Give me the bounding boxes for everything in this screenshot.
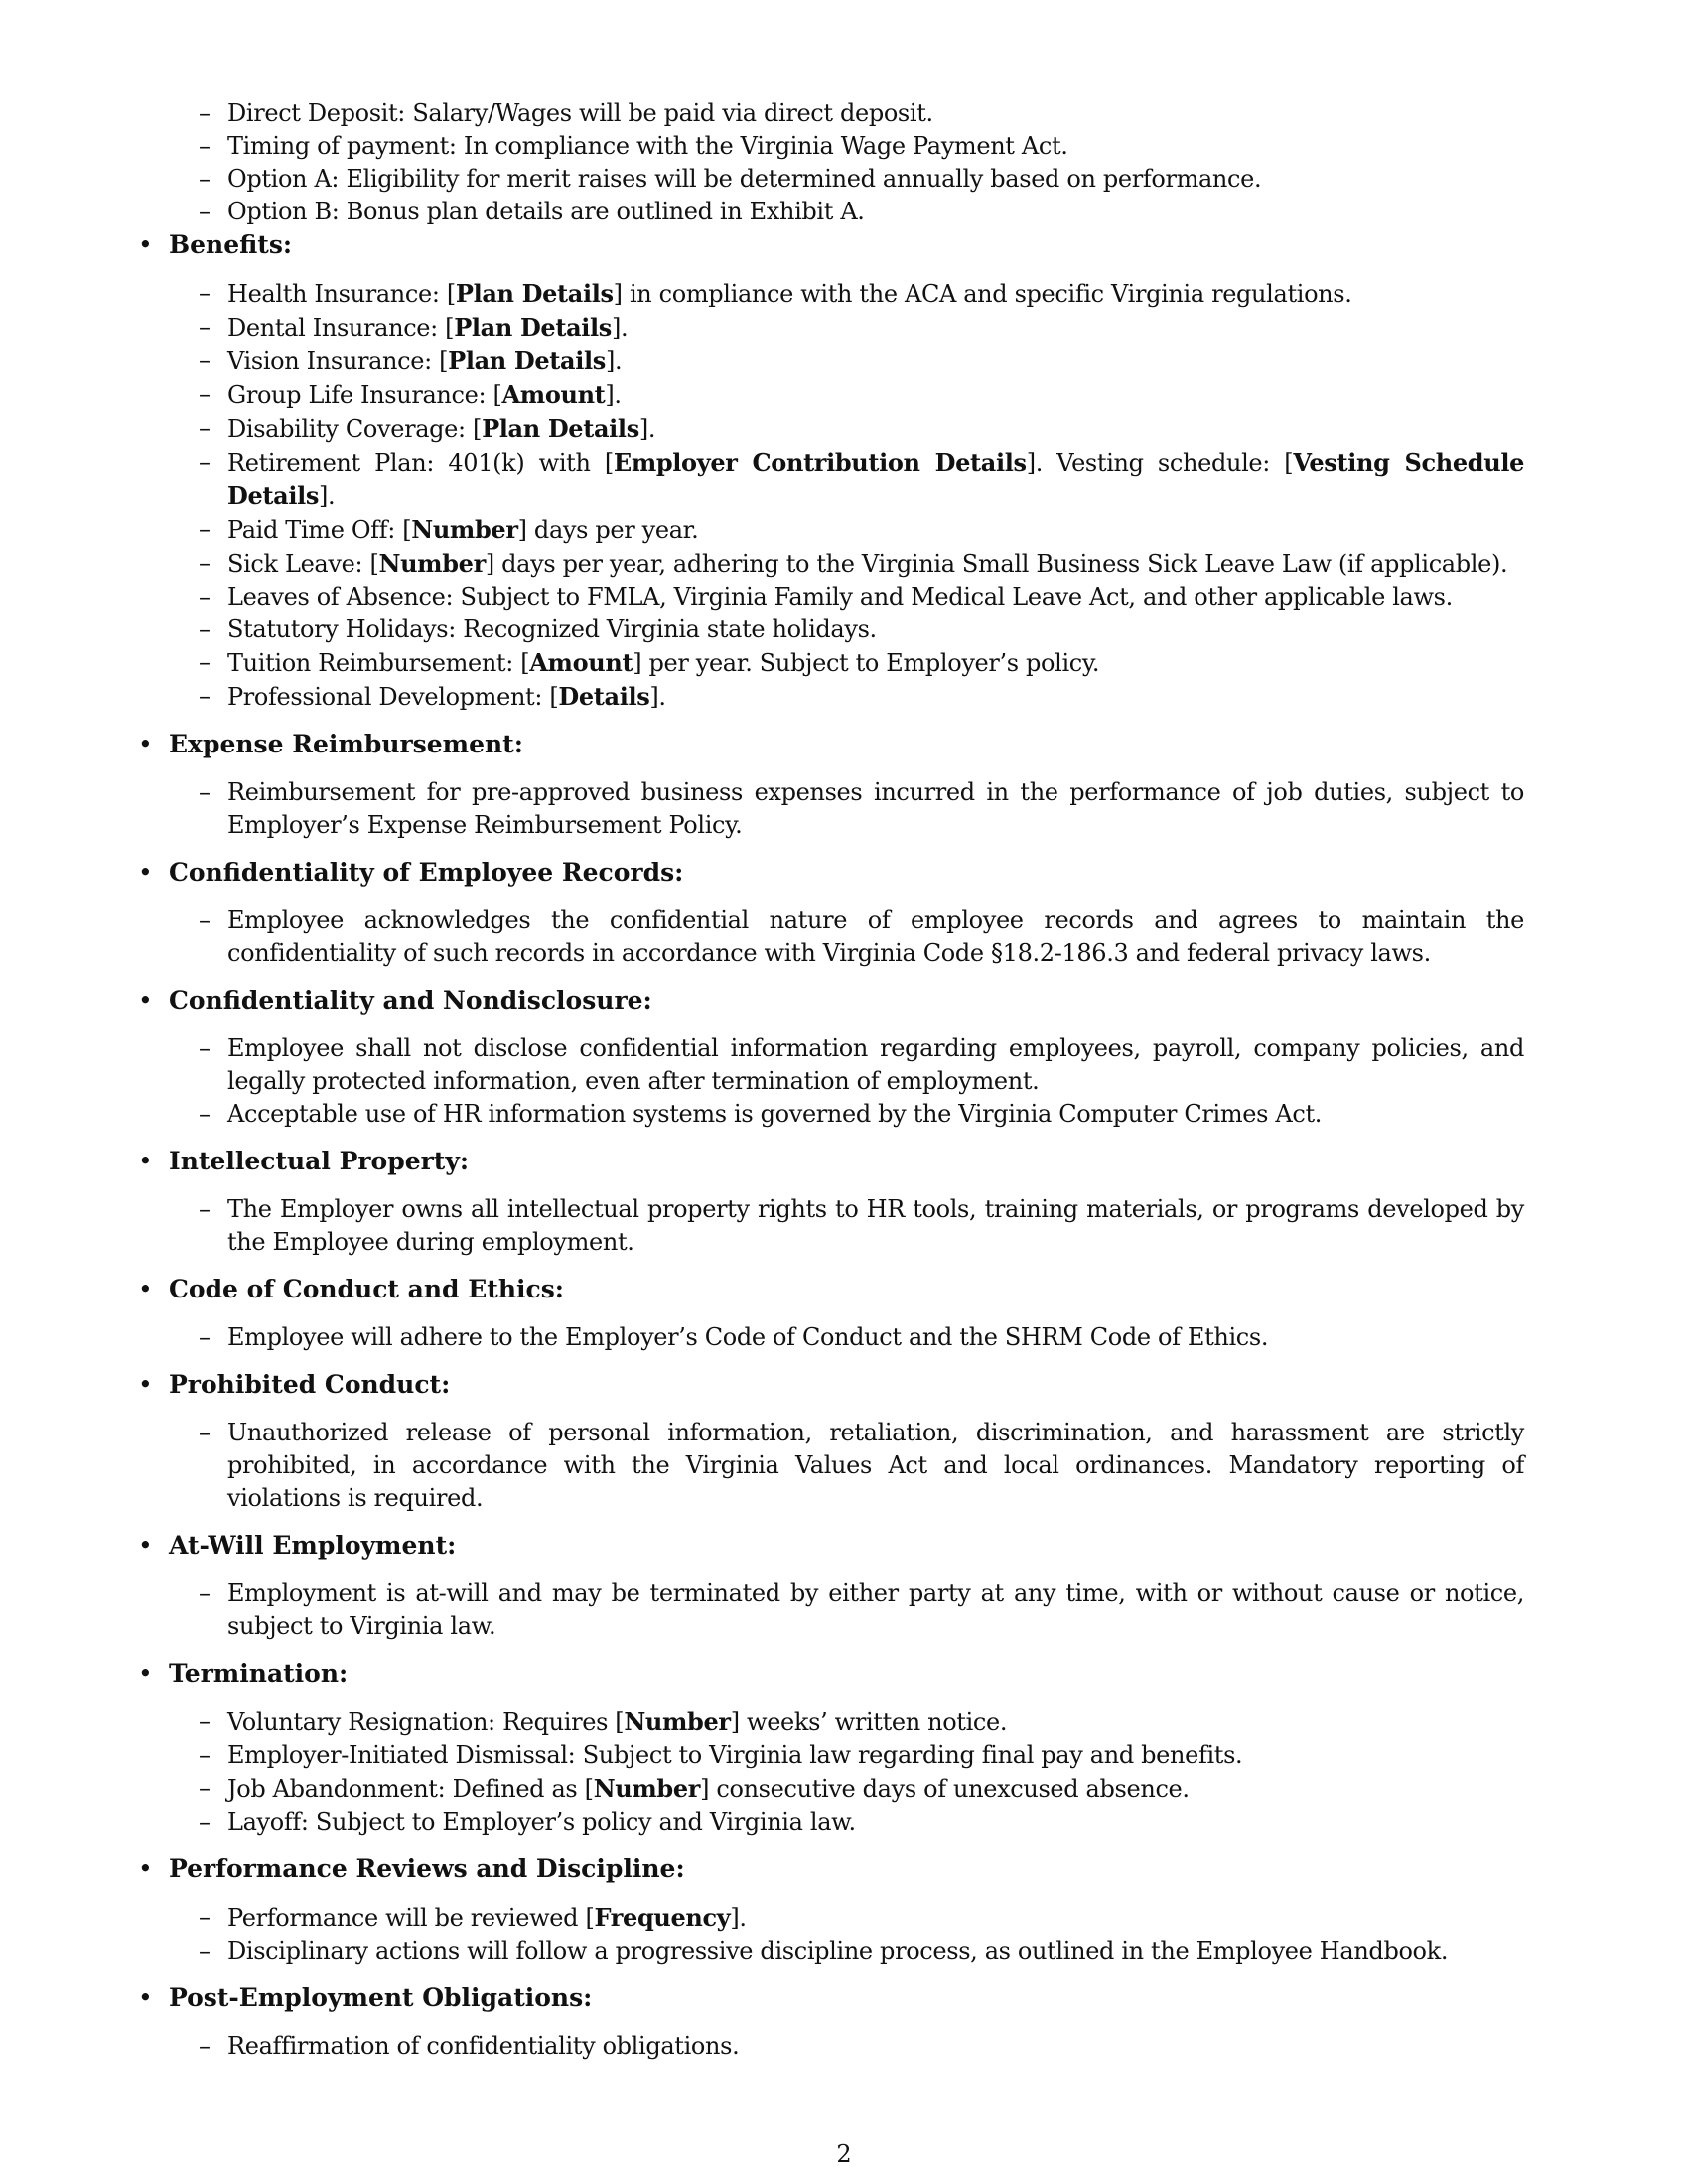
placeholder-field: Frequency xyxy=(594,1903,731,1932)
bullet-marker: • xyxy=(138,858,153,887)
list-item xyxy=(136,547,1596,581)
list-item-text: ] days per year, adhering to the Virginia Small Business Sick Leave Law (if applicable). xyxy=(485,550,1508,578)
dash-marker: – xyxy=(199,132,211,160)
list-item-text: ]. xyxy=(319,482,336,510)
list-item xyxy=(136,1032,1596,1098)
dash-marker: – xyxy=(199,549,211,577)
placeholder-field: Details xyxy=(558,682,650,711)
list-item-text: Sick Leave: [ xyxy=(227,550,379,578)
dash-marker: – xyxy=(199,615,211,643)
section-heading xyxy=(136,1529,1596,1562)
section-items xyxy=(136,1706,1596,1839)
list-item xyxy=(136,1193,1596,1259)
list-item-text: Disability Coverage: [ xyxy=(227,415,483,443)
list-item-text: Timing of payment: In compliance with the Virginia Wage Payment Act. xyxy=(227,132,1068,160)
dash-marker: – xyxy=(199,414,211,442)
list-item-text: Direct Deposit: Salary/Wages will be paid via direct deposit. xyxy=(227,99,933,127)
dash-marker: – xyxy=(199,1034,211,1062)
section-heading xyxy=(136,1145,1596,1177)
section-heading-text: Prohibited Conduct: xyxy=(169,1370,451,1399)
list-item-text: Employee acknowledges the confidential nature of employee records and agrees to maintain the confidentiality of such records in accordance with Virginia Code §18.2-186.3 and federal privacy laws. xyxy=(227,906,1524,967)
list-item-text: ] per year. Subject to Employer’s policy. xyxy=(633,649,1100,677)
list-item-text: Acceptable use of HR information systems is governed by the Virginia Computer Crimes Act. xyxy=(227,1100,1323,1128)
section xyxy=(136,228,1596,714)
bullet-marker: • xyxy=(138,1854,153,1883)
section-items xyxy=(136,1193,1596,1259)
dash-marker: – xyxy=(199,515,211,543)
section xyxy=(136,856,1596,970)
document-body xyxy=(136,97,1596,2077)
bullet-marker: • xyxy=(138,1147,153,1175)
placeholder-field: Plan Details xyxy=(455,279,614,308)
section-heading-text: Intellectual Property: xyxy=(169,1147,470,1175)
dash-marker: – xyxy=(199,583,211,611)
dash-marker: – xyxy=(199,1808,211,1836)
list-item-text: ] consecutive days of unexcused absence. xyxy=(700,1775,1190,1803)
bullet-marker: • xyxy=(138,1983,153,2012)
dash-marker: – xyxy=(199,1937,211,1965)
bullet-marker: • xyxy=(138,1370,153,1399)
section-heading xyxy=(136,1981,1596,2014)
section xyxy=(136,1657,1596,1839)
list-item xyxy=(136,196,1596,228)
compensation-continued-list xyxy=(136,97,1596,228)
section-items xyxy=(136,1032,1596,1131)
list-item xyxy=(136,1739,1596,1772)
dash-marker: – xyxy=(199,906,211,934)
dash-marker: – xyxy=(199,1579,211,1607)
section-heading xyxy=(136,1852,1596,1885)
dash-marker: – xyxy=(199,1741,211,1769)
list-item xyxy=(136,446,1596,513)
list-item-text: Paid Time Off: [ xyxy=(227,516,412,544)
section-heading-text: Benefits: xyxy=(169,230,293,259)
bullet-marker: • xyxy=(138,1275,153,1303)
section-items xyxy=(136,1577,1596,1643)
list-item xyxy=(136,1706,1596,1739)
placeholder-field: Employer Contribution Details xyxy=(613,448,1027,477)
list-item-text: Health Insurance: xyxy=(227,280,447,308)
section-heading xyxy=(136,1273,1596,1305)
section xyxy=(136,728,1596,842)
list-item xyxy=(136,344,1596,378)
placeholder-field: Plan Details xyxy=(482,414,639,443)
list-item-text: Layoff: Subject to Employer’s policy and Virginia law. xyxy=(227,1808,856,1836)
dash-marker: – xyxy=(199,99,211,127)
section-heading xyxy=(136,1657,1596,1690)
list-item xyxy=(136,680,1596,714)
placeholder-field: Amount xyxy=(501,380,606,409)
placeholder-field: Vesting Schedule Details xyxy=(227,448,1525,510)
section xyxy=(136,1981,1596,2063)
section-heading-text: Post-Employment Obligations: xyxy=(169,1983,593,2012)
list-item-text: ]. xyxy=(638,415,656,443)
bullet-marker: • xyxy=(138,1659,153,1688)
dash-marker: – xyxy=(199,2032,211,2060)
list-item-text: [ xyxy=(446,280,456,308)
list-item xyxy=(136,513,1596,547)
section-items xyxy=(136,1321,1596,1354)
section-items xyxy=(136,904,1596,970)
placeholder-field: Plan Details xyxy=(454,313,612,341)
list-item-text: Disciplinary actions will follow a progressive discipline process, as outlined in the Employee Handbook. xyxy=(227,1937,1449,1965)
section xyxy=(136,1145,1596,1259)
dash-marker: – xyxy=(199,1903,211,1931)
dash-marker: – xyxy=(199,380,211,408)
section-heading-text: Code of Conduct and Ethics: xyxy=(169,1275,565,1303)
section-heading-text: Performance Reviews and Discipline: xyxy=(169,1854,685,1883)
list-item xyxy=(136,378,1596,412)
placeholder-field: Number xyxy=(593,1774,701,1803)
list-item xyxy=(136,1577,1596,1643)
placeholder-field: Plan Details xyxy=(448,346,606,375)
list-item xyxy=(136,412,1596,446)
list-item-text: Voluntary Resignation: Requires [ xyxy=(227,1708,625,1736)
page-number: 2 xyxy=(836,2140,852,2168)
list-item xyxy=(136,1098,1596,1131)
dash-marker: – xyxy=(199,1100,211,1128)
section-items xyxy=(136,2030,1596,2063)
section-items xyxy=(136,1901,1596,1968)
list-item-text: Retirement Plan: 401(k) with [ xyxy=(227,449,614,477)
section xyxy=(136,1852,1596,1968)
list-item-text: Tuition Reimbursement: [ xyxy=(227,649,530,677)
placeholder-field: Amount xyxy=(529,648,633,677)
list-item xyxy=(136,163,1596,196)
dash-marker: – xyxy=(199,346,211,374)
list-item-text: Group Life Insurance: [ xyxy=(227,381,502,409)
section-heading xyxy=(136,228,1596,261)
list-item-text: ]. xyxy=(611,314,629,341)
list-item-text: Employment is at-will and may be terminated by either party at any time, with or without cause or notice, subject to Virginia law. xyxy=(227,1579,1524,1640)
dash-marker: – xyxy=(199,1774,211,1802)
dash-marker: – xyxy=(199,648,211,676)
placeholder-field: Number xyxy=(378,549,486,578)
list-item-text: Performance will be reviewed [ xyxy=(227,1904,595,1932)
dash-marker: – xyxy=(199,1707,211,1735)
placeholder-field: Number xyxy=(624,1707,731,1736)
list-item-text: ]. xyxy=(730,1904,747,1932)
bullet-marker: • xyxy=(138,986,153,1015)
list-item-text: ]. xyxy=(605,347,623,375)
list-item xyxy=(136,1321,1596,1354)
list-item-text: ]. xyxy=(605,381,622,409)
section xyxy=(136,1273,1596,1354)
list-item-text: ] in compliance with the ACA and specific Virginia regulations. xyxy=(613,280,1352,308)
list-item-text: Reaffirmation of confidentiality obligations. xyxy=(227,2032,740,2060)
list-item xyxy=(136,614,1596,646)
list-item-text: Option B: Bonus plan details are outlined in Exhibit A. xyxy=(227,198,865,225)
dash-marker: – xyxy=(199,1195,211,1223)
section xyxy=(136,1529,1596,1643)
bullet-marker: • xyxy=(138,230,153,259)
section-heading-text: Termination: xyxy=(169,1659,349,1688)
section-heading-text: Confidentiality and Nondisclosure: xyxy=(169,986,652,1015)
list-item xyxy=(136,1935,1596,1968)
list-item-text: Leaves of Absence: Subject to FMLA, Virginia Family and Medical Leave Act, and other applicable laws. xyxy=(227,583,1453,611)
list-item-text: Employee will adhere to the Employer’s Code of Conduct and the SHRM Code of Ethics. xyxy=(227,1323,1269,1351)
section-items xyxy=(136,277,1596,714)
section-items xyxy=(136,1417,1596,1515)
list-item-text: Employee shall not disclose confidential information regarding employees, payroll, company policies, and legally protected information, even after termination of employment. xyxy=(227,1034,1524,1095)
list-item xyxy=(136,1806,1596,1839)
list-item-text: Job Abandonment: Defined as [ xyxy=(227,1775,594,1803)
dash-marker: – xyxy=(199,682,211,710)
dash-marker: – xyxy=(199,313,211,341)
list-item-text: Dental Insurance: [ xyxy=(227,314,455,341)
list-item-text: Statutory Holidays: Recognized Virginia state holidays. xyxy=(227,615,877,643)
list-item xyxy=(136,277,1596,311)
section-heading-text: At-Will Employment: xyxy=(169,1531,457,1560)
dash-marker: – xyxy=(199,198,211,225)
section-heading xyxy=(136,728,1596,760)
sections-container xyxy=(136,228,1596,2063)
placeholder-field: Number xyxy=(411,515,518,544)
list-item-text: Vision Insurance: [ xyxy=(227,347,449,375)
list-item xyxy=(136,130,1596,163)
section-heading xyxy=(136,856,1596,888)
section-items xyxy=(136,776,1596,842)
list-item-text: The Employer owns all intellectual property rights to HR tools, training materials, or programs developed by the Employee during employment. xyxy=(227,1195,1524,1256)
list-item-text: ]. Vesting schedule: [ xyxy=(1026,449,1294,477)
section-heading-text: Confidentiality of Employee Records: xyxy=(169,858,684,887)
list-item xyxy=(136,776,1596,842)
dash-marker: – xyxy=(199,165,211,193)
bullet-marker: • xyxy=(138,730,153,758)
list-item xyxy=(136,1417,1596,1515)
dash-marker: – xyxy=(199,1419,211,1446)
list-item-text: Professional Development: [ xyxy=(227,683,559,711)
list-item xyxy=(136,1901,1596,1935)
list-item-text: Employer-Initiated Dismissal: Subject to Virginia law regarding final pay and benefits. xyxy=(227,1741,1243,1769)
dash-marker: – xyxy=(199,279,211,307)
list-item xyxy=(136,311,1596,344)
list-item xyxy=(136,2030,1596,2063)
list-item-text: ]. xyxy=(649,683,666,711)
dash-marker: – xyxy=(199,448,211,476)
list-item xyxy=(136,97,1596,130)
section-heading xyxy=(136,984,1596,1017)
list-item xyxy=(136,904,1596,970)
list-item xyxy=(136,1772,1596,1806)
section-heading-text: Expense Reimbursement: xyxy=(169,730,523,758)
section xyxy=(136,1368,1596,1515)
section-heading xyxy=(136,1368,1596,1401)
bullet-marker: • xyxy=(138,1531,153,1560)
dash-marker: – xyxy=(199,1323,211,1351)
list-item xyxy=(136,581,1596,614)
list-item-text: ] weeks’ written notice. xyxy=(730,1708,1008,1736)
section xyxy=(136,984,1596,1131)
list-item-text: ] days per year. xyxy=(517,516,699,544)
list-item-text: Reimbursement for pre-approved business expenses incurred in the performance of job duties, subject to Employer’s Expense Reimbursement Policy. xyxy=(227,778,1524,839)
list-item xyxy=(136,646,1596,680)
list-item-text: Unauthorized release of personal information, retaliation, discrimination, and harassment are strictly prohibited, in accordance with the Virginia Values Act and local ordinances. Mandatory reporting of violations is required. xyxy=(227,1419,1524,1512)
list-item-text: Option A: Eligibility for merit raises will be determined annually based on performance. xyxy=(227,165,1262,193)
dash-marker: – xyxy=(199,778,211,806)
